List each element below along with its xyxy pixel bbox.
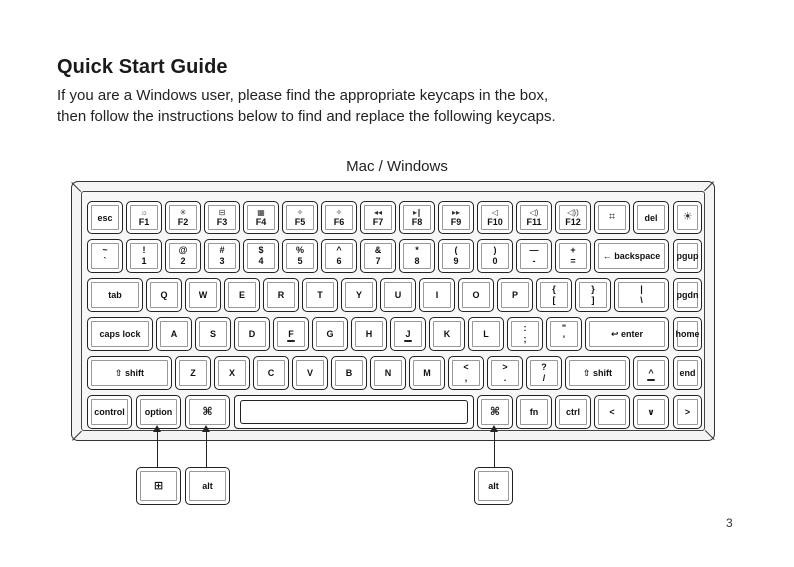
key-right-shift (565, 356, 630, 390)
key-p (497, 278, 533, 312)
key-label: ← backspace (602, 251, 661, 261)
key-m (409, 356, 445, 390)
key-shift-label: + (570, 245, 576, 255)
key-period (487, 356, 523, 390)
arrow-up-icon: ^ (648, 368, 654, 378)
light-bulb-icon: ☀ (682, 211, 693, 223)
arrow-right-icon: > (684, 407, 691, 417)
key-label: J (405, 329, 411, 339)
key-0 (477, 239, 513, 273)
key-label: ⇧ shift (582, 368, 613, 378)
key-label: / (542, 373, 546, 383)
replacement-key-windows (136, 467, 181, 505)
key-shift-label: * (415, 245, 419, 255)
key-1 (126, 239, 162, 273)
key-label: F7 (372, 216, 384, 227)
key-label: F4 (255, 216, 267, 227)
key-command-left (185, 395, 230, 429)
key-9 (438, 239, 474, 273)
key-minus (516, 239, 552, 273)
play-pause-icon: ▸∥ (412, 207, 421, 217)
key-n (370, 356, 406, 390)
key-label: Y (355, 290, 362, 300)
key-home (673, 317, 702, 351)
key-g (312, 317, 348, 351)
key-h (351, 317, 387, 351)
key-label: 7 (375, 256, 381, 266)
key-shift-label: | (640, 284, 643, 294)
key-label: F5 (294, 216, 306, 227)
key-label: T (317, 290, 323, 300)
key-label: home (675, 329, 700, 339)
key-esc (87, 201, 123, 234)
key-o (458, 278, 494, 312)
arrow-up-icon (202, 425, 210, 432)
fast-forward-icon: ▸▸ (451, 207, 460, 217)
key-f6 (321, 201, 357, 234)
key-shift-label: ~ (102, 245, 108, 255)
key-label: esc (97, 212, 113, 223)
key-label: ↩ enter (610, 329, 644, 339)
key-pgup (673, 239, 702, 273)
key-8 (399, 239, 435, 273)
key-label: caps lock (99, 329, 141, 339)
diagram-title: Mac / Windows (346, 158, 448, 175)
key-u (380, 278, 416, 312)
arrow-line (494, 430, 495, 468)
key-2 (165, 239, 201, 273)
key-shift-label: # (219, 245, 225, 255)
key-f1 (126, 201, 162, 234)
key-backspace (594, 239, 669, 273)
windows-logo-icon: ⊞ (153, 480, 164, 492)
key-comma (448, 356, 484, 390)
key-z (175, 356, 211, 390)
key-label: 2 (180, 256, 186, 266)
key-del (633, 201, 669, 234)
key-shift-label: ^ (336, 245, 342, 255)
key-grave (87, 239, 123, 273)
key-label: O (472, 290, 480, 300)
key-shift-label: & (374, 245, 382, 255)
key-3 (204, 239, 240, 273)
key-label: control (94, 407, 125, 417)
key-semicolon (507, 317, 543, 351)
key-label: pgup (676, 251, 699, 261)
key-label: end (679, 368, 696, 378)
key-slash (526, 356, 562, 390)
key-r (263, 278, 299, 312)
key-label: ⇧ shift (114, 368, 145, 378)
brightness-up-icon: ✳ (179, 207, 187, 217)
key-label: S (209, 329, 216, 339)
key-label: F11 (526, 216, 542, 227)
key-shift-label: { (552, 284, 556, 294)
key-label: 0 (492, 256, 498, 266)
key-label: = (570, 256, 576, 266)
key-light (673, 201, 702, 234)
homing-bump (647, 379, 655, 381)
key-y (341, 278, 377, 312)
key-end (673, 356, 702, 390)
key-f (273, 317, 309, 351)
key-label: fn (529, 407, 539, 417)
key-label: 4 (258, 256, 264, 266)
key-shift-label: ( (454, 245, 458, 255)
backlight-down-icon: ✧ (296, 207, 304, 217)
key-q (146, 278, 182, 312)
key-shift-label: < (463, 362, 469, 372)
key-shift-label: ? (541, 362, 547, 372)
key-label: F6 (333, 216, 345, 227)
key-b (331, 356, 367, 390)
key-shift-label: $ (258, 245, 264, 255)
arrow-line (206, 430, 207, 468)
key-label: F (288, 329, 294, 339)
arrow-up-icon (490, 425, 498, 432)
key-shift-label: @ (178, 245, 188, 255)
intro-line-2: then follow the instructions below to find and replace the following keycaps. (57, 108, 556, 125)
screenshot-icon: ⌗ (608, 211, 616, 223)
key-label: F2 (177, 216, 189, 227)
key-shift-label: } (591, 284, 595, 294)
key-command-right (477, 395, 513, 429)
key-label: I (435, 290, 439, 300)
key-j (390, 317, 426, 351)
key-label: H (365, 329, 373, 339)
key-label: Q (160, 290, 168, 300)
key-label: \ (640, 295, 643, 305)
key-label: R (277, 290, 285, 300)
key-label: C (267, 368, 275, 378)
key-label: pgdn (676, 290, 699, 300)
key-label: L (483, 329, 489, 339)
homing-bump (404, 340, 412, 342)
key-f8 (399, 201, 435, 234)
key-label: ` (103, 256, 107, 266)
key-label: ; (523, 334, 527, 344)
key-s (195, 317, 231, 351)
key-left-shift (87, 356, 172, 390)
key-space (234, 395, 474, 429)
mute-icon: ◁ (491, 207, 499, 217)
mission-control-icon: ⊟ (218, 207, 226, 217)
key-t (302, 278, 338, 312)
key-label: V (306, 368, 313, 378)
command-icon: ⌘ (489, 406, 501, 418)
key-label: ] (591, 295, 595, 305)
key-caps-lock (87, 317, 153, 351)
spacebar-face (240, 400, 468, 424)
backlight-up-icon: ✧ (335, 207, 343, 217)
key-screenshot (594, 201, 630, 234)
key-shift-label: ! (142, 245, 146, 255)
key-label: B (345, 368, 353, 378)
arrow-up-icon (153, 425, 161, 432)
key-label: ' (562, 334, 566, 344)
key-k (429, 317, 465, 351)
key-label: - (532, 256, 536, 266)
page-number: 3 (726, 516, 733, 530)
intro-text (57, 85, 757, 127)
key-arrow-left (594, 395, 630, 429)
key-w (185, 278, 221, 312)
key-label: alt (488, 481, 499, 491)
key-f5 (282, 201, 318, 234)
key-arrow-up (633, 356, 669, 390)
brightness-down-icon: ☼ (140, 207, 148, 217)
key-e (224, 278, 260, 312)
key-4 (243, 239, 279, 273)
key-label: M (423, 368, 431, 378)
key-label: ctrl (565, 407, 580, 417)
key-label: 3 (219, 256, 225, 266)
key-label: 5 (297, 256, 303, 266)
key-label: F8 (411, 216, 423, 227)
key-backslash (614, 278, 669, 312)
volume-up-icon: ◁)) (567, 207, 579, 217)
key-f12 (555, 201, 591, 234)
intro-line-1: If you are a Windows user, please find the appropriate keycaps in the box, (57, 87, 549, 104)
key-i (419, 278, 455, 312)
key-pgdn (673, 278, 702, 312)
key-label: X (228, 368, 235, 378)
key-label: , (464, 373, 468, 383)
key-label: 1 (141, 256, 147, 266)
key-label: F1 (138, 216, 150, 227)
key-f4 (243, 201, 279, 234)
key-label: 9 (453, 256, 459, 266)
command-icon: ⌘ (202, 406, 213, 418)
key-label: 8 (414, 256, 420, 266)
key-v (292, 356, 328, 390)
key-shift-label: — (529, 245, 539, 255)
key-ctrl (555, 395, 591, 429)
replacement-key-alt-right (474, 467, 513, 505)
key-l (468, 317, 504, 351)
key-x (214, 356, 250, 390)
key-label: Z (190, 368, 196, 378)
rewind-icon: ◂◂ (373, 207, 382, 217)
key-5 (282, 239, 318, 273)
page-title: Quick Start Guide (57, 56, 228, 78)
key-c (253, 356, 289, 390)
key-arrow-right (673, 395, 702, 429)
key-d (234, 317, 270, 351)
key-left-bracket (536, 278, 572, 312)
homing-bump (287, 340, 295, 342)
key-f2 (165, 201, 201, 234)
key-f11 (516, 201, 552, 234)
key-label: D (248, 329, 256, 339)
key-label: [ (552, 295, 556, 305)
key-equal (555, 239, 591, 273)
arrow-down-icon: ∨ (647, 407, 655, 417)
launchpad-icon: ▦ (257, 207, 265, 217)
key-control (87, 395, 132, 429)
key-shift-label: > (502, 362, 508, 372)
key-shift-label: ) (493, 245, 497, 255)
key-label: alt (202, 481, 213, 491)
key-fn (516, 395, 552, 429)
key-label: G (326, 329, 334, 339)
key-7 (360, 239, 396, 273)
arrow-line (157, 430, 158, 468)
key-label: tab (108, 290, 122, 300)
key-6 (321, 239, 357, 273)
arrow-left-icon: < (609, 407, 615, 417)
key-label: A (170, 329, 178, 339)
key-label: F10 (487, 216, 503, 227)
key-label: K (443, 329, 451, 339)
key-label: F9 (450, 216, 462, 227)
key-label: 6 (336, 256, 342, 266)
key-label: option (144, 407, 173, 417)
key-f9 (438, 201, 474, 234)
key-shift-label: : (523, 323, 527, 333)
key-f10 (477, 201, 513, 234)
key-tab (87, 278, 143, 312)
key-right-bracket (575, 278, 611, 312)
key-label: F12 (565, 216, 581, 227)
key-option (136, 395, 181, 429)
key-shift-label: " (561, 323, 567, 333)
key-label: U (394, 290, 402, 300)
key-label: F3 (216, 216, 228, 227)
key-enter (585, 317, 669, 351)
key-shift-label: % (295, 245, 304, 255)
key-quote (546, 317, 582, 351)
key-a (156, 317, 192, 351)
key-arrow-down (633, 395, 669, 429)
key-label: E (238, 290, 245, 300)
key-label: . (503, 373, 507, 383)
key-label: P (511, 290, 518, 300)
key-label: del (644, 212, 658, 223)
volume-down-icon: ◁) (529, 207, 539, 217)
key-label: N (384, 368, 392, 378)
key-f7 (360, 201, 396, 234)
key-label: W (198, 290, 208, 300)
replacement-key-alt-left (185, 467, 230, 505)
key-f3 (204, 201, 240, 234)
